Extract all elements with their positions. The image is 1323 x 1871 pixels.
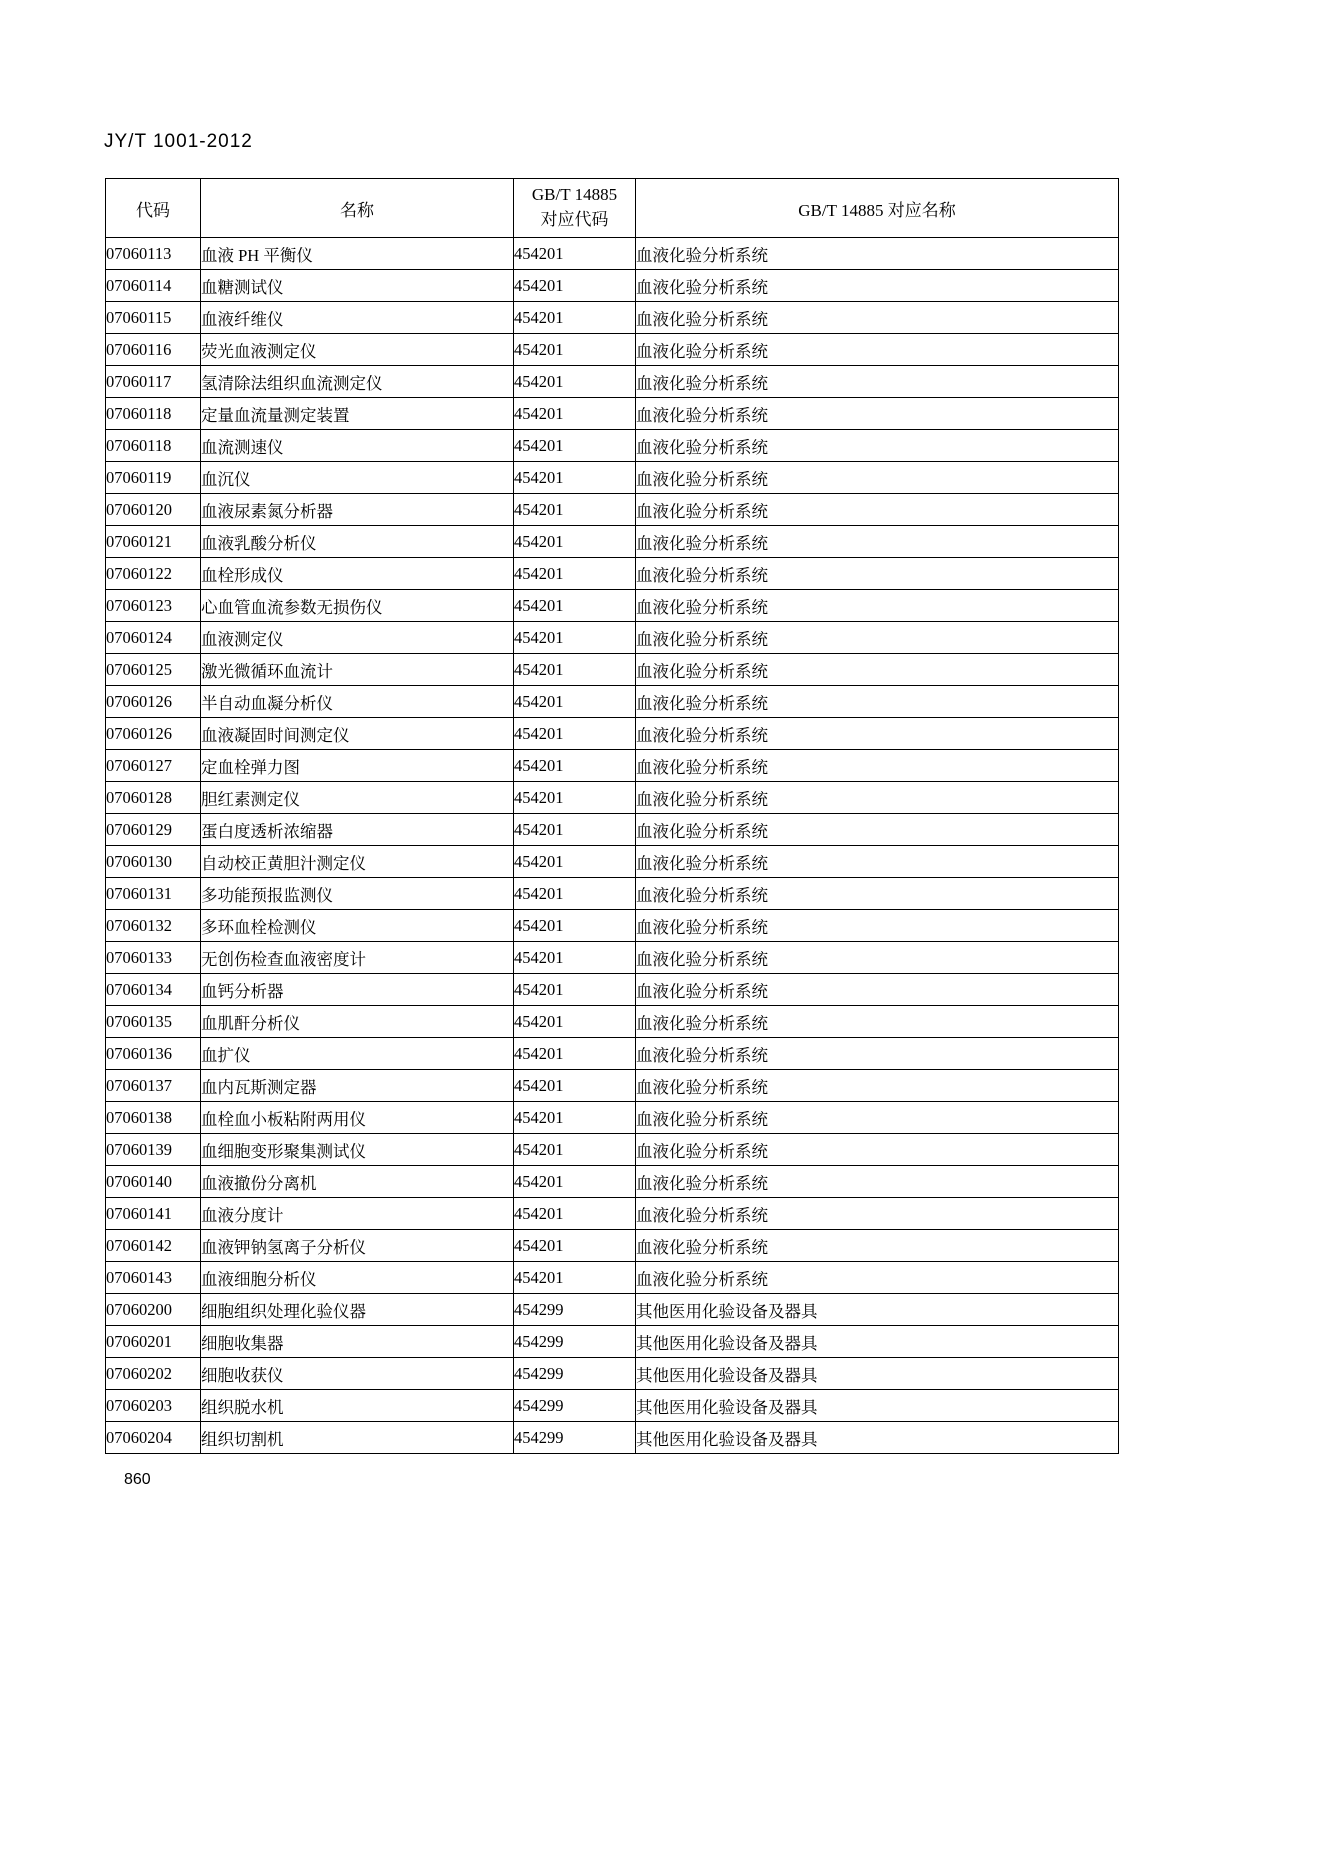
cell-gb-code: 454201 — [514, 782, 636, 814]
cell-gb-code: 454201 — [514, 686, 636, 718]
cell-gb-name: 血液化验分析系统 — [636, 1070, 1119, 1102]
cell-name: 血糖测试仪 — [201, 270, 514, 302]
cell-gb-code: 454201 — [514, 1166, 636, 1198]
cell-gb-name: 血液化验分析系统 — [636, 814, 1119, 846]
cell-gb-name: 其他医用化验设备及器具 — [636, 1422, 1119, 1454]
cell-code: 07060132 — [106, 910, 201, 942]
table-row — [106, 718, 1119, 750]
cell-code: 07060134 — [106, 974, 201, 1006]
cell-name: 血细胞变形聚集测试仪 — [201, 1134, 514, 1166]
table-row — [106, 1134, 1119, 1166]
cell-gb-name: 血液化验分析系统 — [636, 526, 1119, 558]
cell-code: 07060114 — [106, 270, 201, 302]
table-row — [106, 686, 1119, 718]
cell-name: 多功能预报监测仪 — [201, 878, 514, 910]
column-header-gb-code — [514, 179, 636, 238]
cell-name: 血液测定仪 — [201, 622, 514, 654]
cell-code: 07060141 — [106, 1198, 201, 1230]
cell-gb-code: 454201 — [514, 430, 636, 462]
table-row — [106, 238, 1119, 270]
cell-name: 血沉仪 — [201, 462, 514, 494]
cell-gb-code: 454201 — [514, 1262, 636, 1294]
cell-name: 血流测速仪 — [201, 430, 514, 462]
cell-gb-code: 454201 — [514, 974, 636, 1006]
cell-gb-name: 血液化验分析系统 — [636, 366, 1119, 398]
cell-gb-code: 454201 — [514, 1230, 636, 1262]
table-row — [106, 526, 1119, 558]
cell-gb-code: 454299 — [514, 1390, 636, 1422]
cell-gb-name: 血液化验分析系统 — [636, 750, 1119, 782]
cell-code: 07060130 — [106, 846, 201, 878]
cell-gb-name: 血液化验分析系统 — [636, 1102, 1119, 1134]
cell-gb-name: 血液化验分析系统 — [636, 1038, 1119, 1070]
cell-gb-code: 454201 — [514, 302, 636, 334]
equipment-code-table — [105, 178, 1119, 1454]
table-row — [106, 878, 1119, 910]
cell-gb-name: 血液化验分析系统 — [636, 718, 1119, 750]
table-row — [106, 462, 1119, 494]
cell-gb-name: 血液化验分析系统 — [636, 622, 1119, 654]
table-row — [106, 494, 1119, 526]
cell-gb-code: 454201 — [514, 1070, 636, 1102]
cell-gb-name: 其他医用化验设备及器具 — [636, 1358, 1119, 1390]
table-row — [106, 270, 1119, 302]
table-row — [106, 814, 1119, 846]
table-row — [106, 1422, 1119, 1454]
table-row — [106, 942, 1119, 974]
cell-code: 07060119 — [106, 462, 201, 494]
cell-gb-name: 血液化验分析系统 — [636, 1198, 1119, 1230]
cell-gb-code: 454299 — [514, 1326, 636, 1358]
cell-name: 自动校正黄胆汁测定仪 — [201, 846, 514, 878]
cell-gb-code: 454201 — [514, 878, 636, 910]
table-row — [106, 1326, 1119, 1358]
column-header-name: 名称 — [201, 179, 514, 238]
cell-name: 血栓形成仪 — [201, 558, 514, 590]
table-row — [106, 1070, 1119, 1102]
table-row — [106, 1038, 1119, 1070]
cell-code: 07060126 — [106, 718, 201, 750]
cell-code: 07060138 — [106, 1102, 201, 1134]
cell-code: 07060201 — [106, 1326, 201, 1358]
table-row — [106, 1102, 1119, 1134]
table-row — [106, 974, 1119, 1006]
cell-name: 血钙分析器 — [201, 974, 514, 1006]
column-header-gb-code-line2: 对应代码 — [540, 210, 609, 229]
cell-gb-code: 454201 — [514, 398, 636, 430]
cell-gb-name: 血液化验分析系统 — [636, 558, 1119, 590]
table-row — [106, 1198, 1119, 1230]
table-row — [106, 622, 1119, 654]
cell-name: 定量血流量测定装置 — [201, 398, 514, 430]
cell-gb-code: 454201 — [514, 718, 636, 750]
table-row — [106, 1262, 1119, 1294]
cell-code: 07060133 — [106, 942, 201, 974]
cell-name: 血液纤维仪 — [201, 302, 514, 334]
cell-code: 07060125 — [106, 654, 201, 686]
table-row — [106, 782, 1119, 814]
cell-gb-name: 其他医用化验设备及器具 — [636, 1390, 1119, 1422]
cell-gb-name: 血液化验分析系统 — [636, 782, 1119, 814]
cell-gb-code: 454201 — [514, 942, 636, 974]
table-body — [106, 238, 1119, 1454]
cell-name: 血液乳酸分析仪 — [201, 526, 514, 558]
cell-code: 07060136 — [106, 1038, 201, 1070]
cell-code: 07060115 — [106, 302, 201, 334]
cell-name: 血肌酐分析仪 — [201, 1006, 514, 1038]
cell-code: 07060123 — [106, 590, 201, 622]
cell-gb-name: 血液化验分析系统 — [636, 238, 1119, 270]
cell-gb-code: 454201 — [514, 526, 636, 558]
cell-gb-code: 454299 — [514, 1294, 636, 1326]
table-row — [106, 398, 1119, 430]
table-row — [106, 302, 1119, 334]
cell-gb-name: 血液化验分析系统 — [636, 590, 1119, 622]
column-header-code: 代码 — [106, 179, 201, 238]
cell-code: 07060127 — [106, 750, 201, 782]
cell-gb-name: 血液化验分析系统 — [636, 1230, 1119, 1262]
cell-name: 血扩仪 — [201, 1038, 514, 1070]
cell-gb-code: 454299 — [514, 1422, 636, 1454]
cell-name: 组织切割机 — [201, 1422, 514, 1454]
cell-name: 细胞组织处理化验仪器 — [201, 1294, 514, 1326]
cell-gb-name: 其他医用化验设备及器具 — [636, 1294, 1119, 1326]
cell-gb-name: 血液化验分析系统 — [636, 334, 1119, 366]
cell-gb-code: 454201 — [514, 846, 636, 878]
cell-name: 荧光血液测定仪 — [201, 334, 514, 366]
cell-name: 心血管血流参数无损伤仪 — [201, 590, 514, 622]
cell-gb-code: 454201 — [514, 238, 636, 270]
document-header: JY/T 1001-2012 — [104, 131, 253, 152]
cell-name: 无创伤检查血液密度计 — [201, 942, 514, 974]
page-number: 860 — [124, 1471, 151, 1488]
cell-gb-name: 血液化验分析系统 — [636, 846, 1119, 878]
cell-gb-code: 454201 — [514, 1198, 636, 1230]
cell-code: 07060143 — [106, 1262, 201, 1294]
cell-code: 07060128 — [106, 782, 201, 814]
column-header-gb-name: GB/T 14885 对应名称 — [636, 179, 1119, 238]
cell-name: 血液 PH 平衡仪 — [201, 238, 514, 270]
cell-gb-code: 454201 — [514, 814, 636, 846]
cell-gb-name: 血液化验分析系统 — [636, 910, 1119, 942]
cell-code: 07060142 — [106, 1230, 201, 1262]
table-row — [106, 1390, 1119, 1422]
cell-name: 组织脱水机 — [201, 1390, 514, 1422]
cell-gb-code: 454201 — [514, 654, 636, 686]
cell-name: 血液分度计 — [201, 1198, 514, 1230]
cell-name: 血栓血小板粘附两用仪 — [201, 1102, 514, 1134]
cell-gb-code: 454201 — [514, 1134, 636, 1166]
cell-gb-name: 血液化验分析系统 — [636, 974, 1119, 1006]
cell-code: 07060113 — [106, 238, 201, 270]
cell-gb-name: 血液化验分析系统 — [636, 462, 1119, 494]
cell-code: 07060124 — [106, 622, 201, 654]
cell-gb-name: 其他医用化验设备及器具 — [636, 1326, 1119, 1358]
cell-code: 07060131 — [106, 878, 201, 910]
cell-gb-code: 454201 — [514, 558, 636, 590]
cell-name: 激光微循环血流计 — [201, 654, 514, 686]
cell-code: 07060120 — [106, 494, 201, 526]
cell-gb-code: 454201 — [514, 1038, 636, 1070]
cell-name: 半自动血凝分析仪 — [201, 686, 514, 718]
cell-code: 07060122 — [106, 558, 201, 590]
cell-gb-code: 454201 — [514, 750, 636, 782]
cell-gb-name: 血液化验分析系统 — [636, 1166, 1119, 1198]
table-row — [106, 910, 1119, 942]
table-row — [106, 1166, 1119, 1198]
table-header-row — [106, 179, 1119, 238]
table-row — [106, 654, 1119, 686]
cell-name: 血液撤份分离机 — [201, 1166, 514, 1198]
cell-code: 07060139 — [106, 1134, 201, 1166]
cell-name: 细胞收集器 — [201, 1326, 514, 1358]
cell-name: 胆红素测定仪 — [201, 782, 514, 814]
cell-name: 血液钾钠氢离子分析仪 — [201, 1230, 514, 1262]
cell-gb-name: 血液化验分析系统 — [636, 1134, 1119, 1166]
cell-code: 07060118 — [106, 398, 201, 430]
column-header-gb-code-line1: GB/T 14885 — [531, 185, 618, 205]
cell-code: 07060203 — [106, 1390, 201, 1422]
table-row — [106, 366, 1119, 398]
cell-name: 定血栓弹力图 — [201, 750, 514, 782]
cell-name: 血液凝固时间测定仪 — [201, 718, 514, 750]
cell-gb-name: 血液化验分析系统 — [636, 430, 1119, 462]
table-row — [106, 1006, 1119, 1038]
cell-code: 07060140 — [106, 1166, 201, 1198]
cell-gb-name: 血液化验分析系统 — [636, 878, 1119, 910]
cell-gb-code: 454201 — [514, 366, 636, 398]
cell-code: 07060200 — [106, 1294, 201, 1326]
cell-name: 细胞收获仪 — [201, 1358, 514, 1390]
cell-code: 07060118 — [106, 430, 201, 462]
table-row — [106, 430, 1119, 462]
cell-gb-code: 454201 — [514, 1102, 636, 1134]
cell-name: 蛋白度透析浓缩器 — [201, 814, 514, 846]
cell-gb-name: 血液化验分析系统 — [636, 494, 1119, 526]
cell-name: 血液尿素氮分析器 — [201, 494, 514, 526]
table-row — [106, 590, 1119, 622]
cell-gb-name: 血液化验分析系统 — [636, 942, 1119, 974]
cell-gb-code: 454201 — [514, 622, 636, 654]
cell-gb-code: 454201 — [514, 494, 636, 526]
cell-gb-code: 454201 — [514, 910, 636, 942]
cell-code: 07060204 — [106, 1422, 201, 1454]
cell-gb-code: 454201 — [514, 590, 636, 622]
table-row — [106, 750, 1119, 782]
cell-code: 07060137 — [106, 1070, 201, 1102]
cell-code: 07060121 — [106, 526, 201, 558]
cell-gb-code: 454201 — [514, 462, 636, 494]
table-row — [106, 1294, 1119, 1326]
cell-code: 07060202 — [106, 1358, 201, 1390]
table-row — [106, 334, 1119, 366]
cell-gb-name: 血液化验分析系统 — [636, 302, 1119, 334]
cell-gb-code: 454299 — [514, 1358, 636, 1390]
cell-gb-code: 454201 — [514, 270, 636, 302]
cell-code: 07060135 — [106, 1006, 201, 1038]
cell-gb-code: 454201 — [514, 1006, 636, 1038]
cell-gb-name: 血液化验分析系统 — [636, 1006, 1119, 1038]
cell-name: 多环血栓检测仪 — [201, 910, 514, 942]
cell-code: 07060116 — [106, 334, 201, 366]
cell-gb-name: 血液化验分析系统 — [636, 654, 1119, 686]
table-row — [106, 558, 1119, 590]
cell-code: 07060129 — [106, 814, 201, 846]
cell-gb-name: 血液化验分析系统 — [636, 1262, 1119, 1294]
table-row — [106, 1358, 1119, 1390]
cell-code: 07060117 — [106, 366, 201, 398]
cell-gb-code: 454201 — [514, 334, 636, 366]
cell-name: 氢清除法组织血流测定仪 — [201, 366, 514, 398]
cell-name: 血液细胞分析仪 — [201, 1262, 514, 1294]
table-row — [106, 846, 1119, 878]
cell-name: 血内瓦斯测定器 — [201, 1070, 514, 1102]
table-row — [106, 1230, 1119, 1262]
cell-gb-name: 血液化验分析系统 — [636, 686, 1119, 718]
cell-gb-name: 血液化验分析系统 — [636, 270, 1119, 302]
cell-code: 07060126 — [106, 686, 201, 718]
cell-gb-name: 血液化验分析系统 — [636, 398, 1119, 430]
